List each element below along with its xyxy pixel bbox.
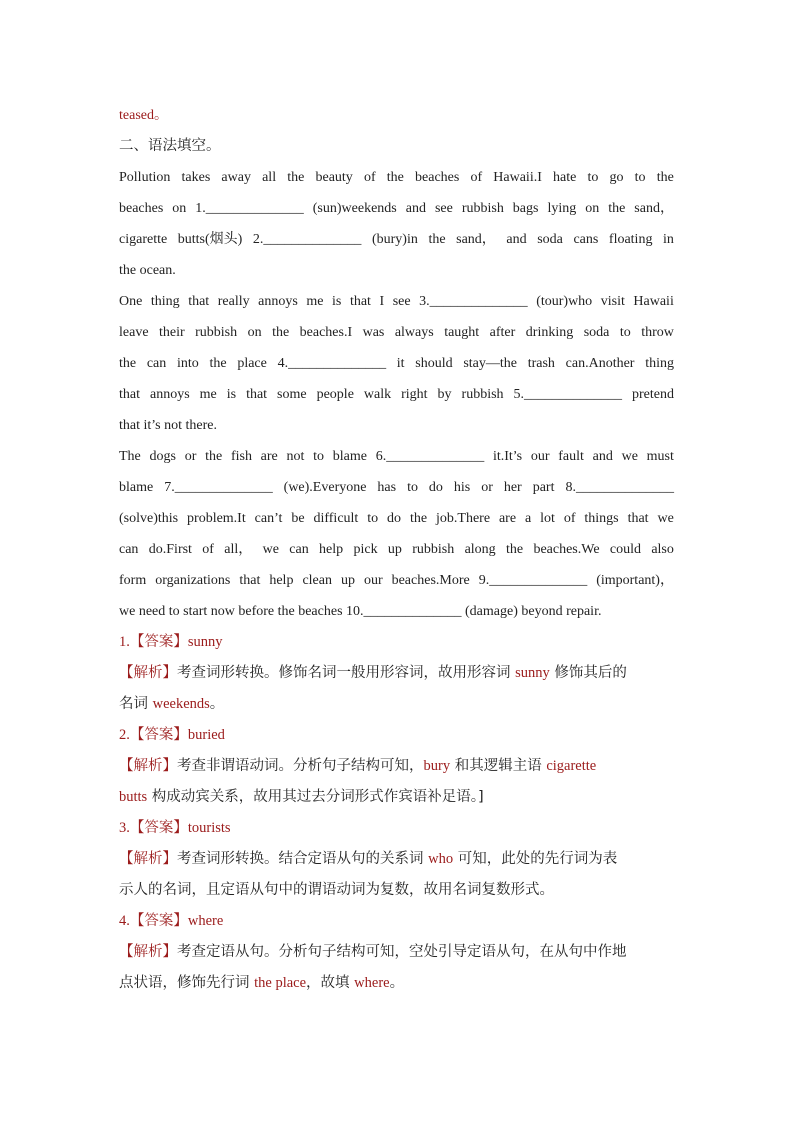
passage-line: we need to start now before the beaches 10.______________ (damage) beyond repair.: [119, 604, 602, 619]
passage-word: takes: [181, 170, 211, 185]
passage-word: difficult: [313, 511, 359, 526]
answers: [119, 627, 674, 999]
explanation-text: 构成动宾关系，故用其过去分词形式作宾语补足语。]: [147, 789, 484, 805]
passage-word: the: [608, 201, 626, 216]
passage-word: cans: [573, 232, 599, 247]
passage-word: One: [119, 294, 143, 309]
passage-word: soda: [537, 232, 563, 247]
explanation-text: 。: [389, 975, 405, 991]
passage-word: rubbish: [461, 201, 504, 216]
passage-word: see: [392, 294, 411, 309]
explanation-text: 考查词形转换。结合定语从句的关系词: [177, 851, 429, 867]
passage-word: of: [363, 170, 376, 185]
passage-word: throw: [641, 325, 674, 340]
section-title: 二、语法填空。: [119, 138, 221, 154]
passage-word: help: [269, 573, 294, 588]
passage-word: beaches: [415, 170, 460, 185]
explanation-term: who: [428, 851, 454, 867]
passage-word: in: [663, 232, 674, 247]
passage-word: are: [260, 449, 278, 464]
passage: [119, 162, 674, 627]
explanation-line: [119, 782, 674, 813]
passage-word: and: [506, 232, 527, 247]
explanation-line: [119, 844, 674, 875]
passage-word: the: [287, 170, 305, 185]
passage-line: [119, 348, 674, 379]
explanation-text: 和其逻辑主语: [450, 758, 547, 774]
explanation-text: 可知，此处的先行词为表: [453, 851, 618, 867]
passage-word: that: [239, 573, 261, 588]
passage-word: butts(烟头): [177, 232, 243, 247]
passage-line: that it’s not there.: [119, 418, 217, 433]
passage-line: [119, 224, 674, 255]
answer-value: sunny: [187, 634, 223, 650]
passage-word: that: [119, 387, 140, 402]
passage-word: and: [405, 201, 426, 216]
passage-line: [119, 286, 674, 317]
explanation-line: [119, 689, 674, 720]
passage-word: away: [221, 170, 251, 185]
passage-word: has: [377, 480, 397, 495]
passage-word: see: [434, 201, 453, 216]
passage-word: can: [119, 542, 139, 557]
passage-word: also: [651, 542, 674, 557]
passage-word: was: [362, 325, 385, 340]
passage-word: fish: [230, 449, 252, 464]
passage-word: we: [621, 449, 638, 464]
explanation-text: 考查非谓语动词。分析句子结构可知，: [177, 758, 424, 774]
passage-word: trash: [527, 356, 555, 371]
passage-word: the: [506, 542, 524, 557]
passage-word: Hawaii.I: [493, 170, 542, 185]
answer-tag: 【答案】: [129, 634, 188, 650]
passage-word: sand，: [634, 201, 674, 216]
passage-word: the: [119, 356, 137, 371]
passage-word: (bury)in: [371, 232, 418, 247]
passage-word: can: [289, 542, 309, 557]
passage-word: Pollution: [119, 170, 171, 185]
explanation-term: sunny: [515, 665, 550, 681]
explanation-text: ，故填: [306, 975, 355, 991]
answer-value: tourists: [187, 820, 231, 836]
passage-word: up: [340, 573, 355, 588]
answer-number: 2.: [119, 727, 130, 743]
passage-word: 7.______________: [164, 480, 273, 495]
passage-word: bags: [512, 201, 539, 216]
passage-word: some: [277, 387, 307, 402]
passage-word: her: [503, 480, 522, 495]
explanation-term: butts: [119, 789, 148, 805]
passage-word: fault: [558, 449, 584, 464]
passage-word: (solve)this: [119, 511, 179, 526]
passage-word: walk: [363, 387, 392, 402]
passage-word: the: [428, 232, 446, 247]
passage-word: on: [247, 325, 262, 340]
passage-word: our: [530, 449, 550, 464]
explanation-text: 考查词形转换。修饰名词一般用形容词，故用形容词: [177, 665, 516, 681]
explanation-text: 考查定语从句。分析句子结构可知，空处引导定语从句，在从句中作地: [177, 944, 627, 960]
passage-word: beaches: [119, 201, 164, 216]
passage-word: really: [217, 294, 250, 309]
answer-line: [119, 627, 674, 658]
passage-word: their: [159, 325, 185, 340]
answer-tag: 【答案】: [129, 820, 188, 836]
answer-value: buried: [187, 727, 225, 743]
passage-word: right: [401, 387, 428, 402]
passage-word: beaches.I: [299, 325, 353, 340]
explanation-line: [119, 751, 674, 782]
explanation-tag: 【解析】: [119, 944, 177, 960]
passage-word: (tour)who: [536, 294, 593, 309]
passage-line: [119, 534, 674, 565]
passage-word: things: [584, 511, 619, 526]
passage-word: leave: [119, 325, 149, 340]
passage-word: that: [188, 294, 210, 309]
explanation-line: [119, 937, 674, 968]
passage-word: to: [634, 170, 646, 185]
passage-word: pretend: [632, 387, 674, 402]
passage-word: 4.______________: [277, 356, 387, 371]
passage-word: or: [184, 449, 197, 464]
explanation-term: cigarette: [546, 758, 597, 774]
passage-word: after: [489, 325, 516, 340]
answer-value: where: [187, 913, 224, 929]
passage-word: up: [387, 542, 402, 557]
explanation-line: [119, 968, 674, 999]
passage-word: Hawaii: [633, 294, 674, 309]
passage-word: by: [437, 387, 452, 402]
passage-word: that: [349, 294, 371, 309]
passage-word: the: [386, 170, 404, 185]
passage-word: of: [470, 170, 483, 185]
passage-line: [119, 472, 674, 503]
passage-word: always: [394, 325, 434, 340]
passage-word: organizations: [155, 573, 231, 588]
passage-line: [119, 193, 674, 224]
passage-word: do: [428, 480, 443, 495]
passage-word: do.First: [148, 542, 192, 557]
passage-word: on: [585, 201, 600, 216]
passage-word: and: [592, 449, 613, 464]
explanation-term: weekends: [152, 696, 210, 712]
passage-word: sand，: [456, 232, 496, 247]
passage-line: [119, 441, 674, 472]
explanation-tag: 【解析】: [119, 758, 177, 774]
passage-word: beaches.We: [533, 542, 600, 557]
passage-word: to: [587, 170, 599, 185]
answer-line: [119, 720, 674, 751]
passage-word: rubbish: [195, 325, 238, 340]
passage-word: floating: [608, 232, 653, 247]
passage-word: is: [226, 387, 237, 402]
passage-word: it: [396, 356, 405, 371]
explanation-tag: 【解析】: [119, 851, 177, 867]
passage-word: hate: [553, 170, 577, 185]
passage-word: can: [146, 356, 167, 371]
previous-answer-tail: [119, 100, 674, 131]
passage-word: should: [415, 356, 453, 371]
passage-word: 5.______________: [513, 387, 623, 402]
explanation-line: [119, 875, 674, 906]
passage-word: be: [291, 511, 305, 526]
passage-word: (we).Everyone: [283, 480, 367, 495]
passage-word: (important)，: [596, 573, 674, 588]
passage-word: all: [262, 170, 277, 185]
passage-word: can.Another: [565, 356, 635, 371]
passage-word: that: [627, 511, 649, 526]
passage-word: of: [563, 511, 576, 526]
passage-word: rubbish: [461, 387, 504, 402]
answer-tag: 【答案】: [129, 913, 188, 929]
passage-word: must: [646, 449, 674, 464]
passage-word: that: [246, 387, 268, 402]
answer-number: 3.: [119, 820, 130, 836]
passage-word: lying: [547, 201, 577, 216]
passage-word: lot: [540, 511, 555, 526]
passage-word: blame: [332, 449, 367, 464]
passage-line: [119, 379, 674, 410]
passage-word: the: [409, 511, 428, 526]
document-page: [119, 100, 674, 999]
explanation-term: bury: [423, 758, 451, 774]
passage-word: job.There: [436, 511, 491, 526]
passage-word: problem.It: [187, 511, 246, 526]
passage-word: beaches.More: [391, 573, 470, 588]
passage-word: do: [387, 511, 402, 526]
passage-word: blame: [119, 480, 154, 495]
passage-word: 6.______________: [375, 449, 485, 464]
passage-word: on: [172, 201, 187, 216]
passage-word: to: [313, 449, 325, 464]
passage-line: [119, 162, 674, 193]
passage-line: [119, 503, 674, 534]
passage-word: is: [332, 294, 342, 309]
passage-word: it.It’s: [492, 449, 523, 464]
passage-word: people: [316, 387, 354, 402]
passage-word: a: [524, 511, 532, 526]
answer-line: [119, 813, 674, 844]
answer-tag: 【答案】: [129, 727, 188, 743]
answer-number: 4.: [119, 913, 130, 929]
passage-word: beauty: [315, 170, 353, 185]
passage-word: help: [319, 542, 344, 557]
passage-word: all，: [224, 542, 253, 557]
explanation-line: [119, 658, 674, 689]
passage-word: annoys: [258, 294, 298, 309]
passage-word: I: [379, 294, 385, 309]
passage-word: place: [237, 356, 267, 371]
passage-line: the ocean.: [119, 263, 176, 278]
answer-number: 1.: [119, 634, 130, 650]
passage-word: could: [609, 542, 641, 557]
passage-word: visit: [600, 294, 625, 309]
passage-word: pick: [353, 542, 378, 557]
passage-word: dogs: [149, 449, 176, 464]
passage-line: [119, 317, 674, 348]
passage-word: not: [286, 449, 305, 464]
passage-word: rubbish: [412, 542, 455, 557]
passage-word: are: [498, 511, 517, 526]
passage-word: soda: [583, 325, 610, 340]
explanation-text: 修饰其后的: [549, 665, 627, 681]
passage-word: cigarette: [119, 232, 168, 247]
passage-word: thing: [645, 356, 674, 371]
passage-word: into: [176, 356, 199, 371]
passage-word: 9.______________: [478, 573, 588, 588]
passage-word: annoys: [149, 387, 190, 402]
passage-word: me: [306, 294, 324, 309]
explanation-term: the place: [254, 975, 307, 991]
prev-tail-text: teased。: [119, 108, 168, 123]
passage-word: clean: [302, 573, 332, 588]
passage-word: go: [609, 170, 624, 185]
explanation-tag: 【解析】: [119, 665, 177, 681]
passage-word: we: [262, 542, 279, 557]
passage-word: (sun)weekends: [312, 201, 397, 216]
explanation-text: 名词: [119, 696, 153, 712]
passage-word: stay—the: [463, 356, 517, 371]
passage-word: we: [657, 511, 674, 526]
passage-line: [119, 565, 674, 596]
passage-word: along: [464, 542, 496, 557]
explanation-text: 。: [209, 696, 225, 712]
passage-word: or: [481, 480, 493, 495]
passage-word: our: [363, 573, 383, 588]
passage-word: drinking: [525, 325, 574, 340]
passage-word: The: [119, 449, 141, 464]
explanation-text: 点状语，修饰先行词: [119, 975, 255, 991]
passage-word: 8.______________: [565, 480, 674, 495]
passage-word: the: [272, 325, 290, 340]
passage-word: 3.______________: [419, 294, 528, 309]
passage-word: 1.______________: [195, 201, 304, 216]
passage-word: to: [619, 325, 631, 340]
passage-word: can’t: [254, 511, 283, 526]
explanation-term: where: [354, 975, 390, 991]
passage-word: the: [656, 170, 674, 185]
passage-word: thing: [150, 294, 180, 309]
passage-word: to: [367, 511, 379, 526]
passage-word: the: [205, 449, 223, 464]
passage-word: taught: [444, 325, 480, 340]
passage-word: of: [202, 542, 214, 557]
passage-word: form: [119, 573, 147, 588]
passage-word: me: [199, 387, 217, 402]
answer-line: [119, 906, 674, 937]
passage-word: to: [407, 480, 418, 495]
passage-word: part: [532, 480, 555, 495]
passage-word: his: [453, 480, 471, 495]
explanation-text: 示人的名词，且定语从句中的谓语动词为复数，故用名词复数形式。: [119, 882, 554, 898]
passage-word: 2.______________: [252, 232, 362, 247]
passage-word: the: [209, 356, 227, 371]
